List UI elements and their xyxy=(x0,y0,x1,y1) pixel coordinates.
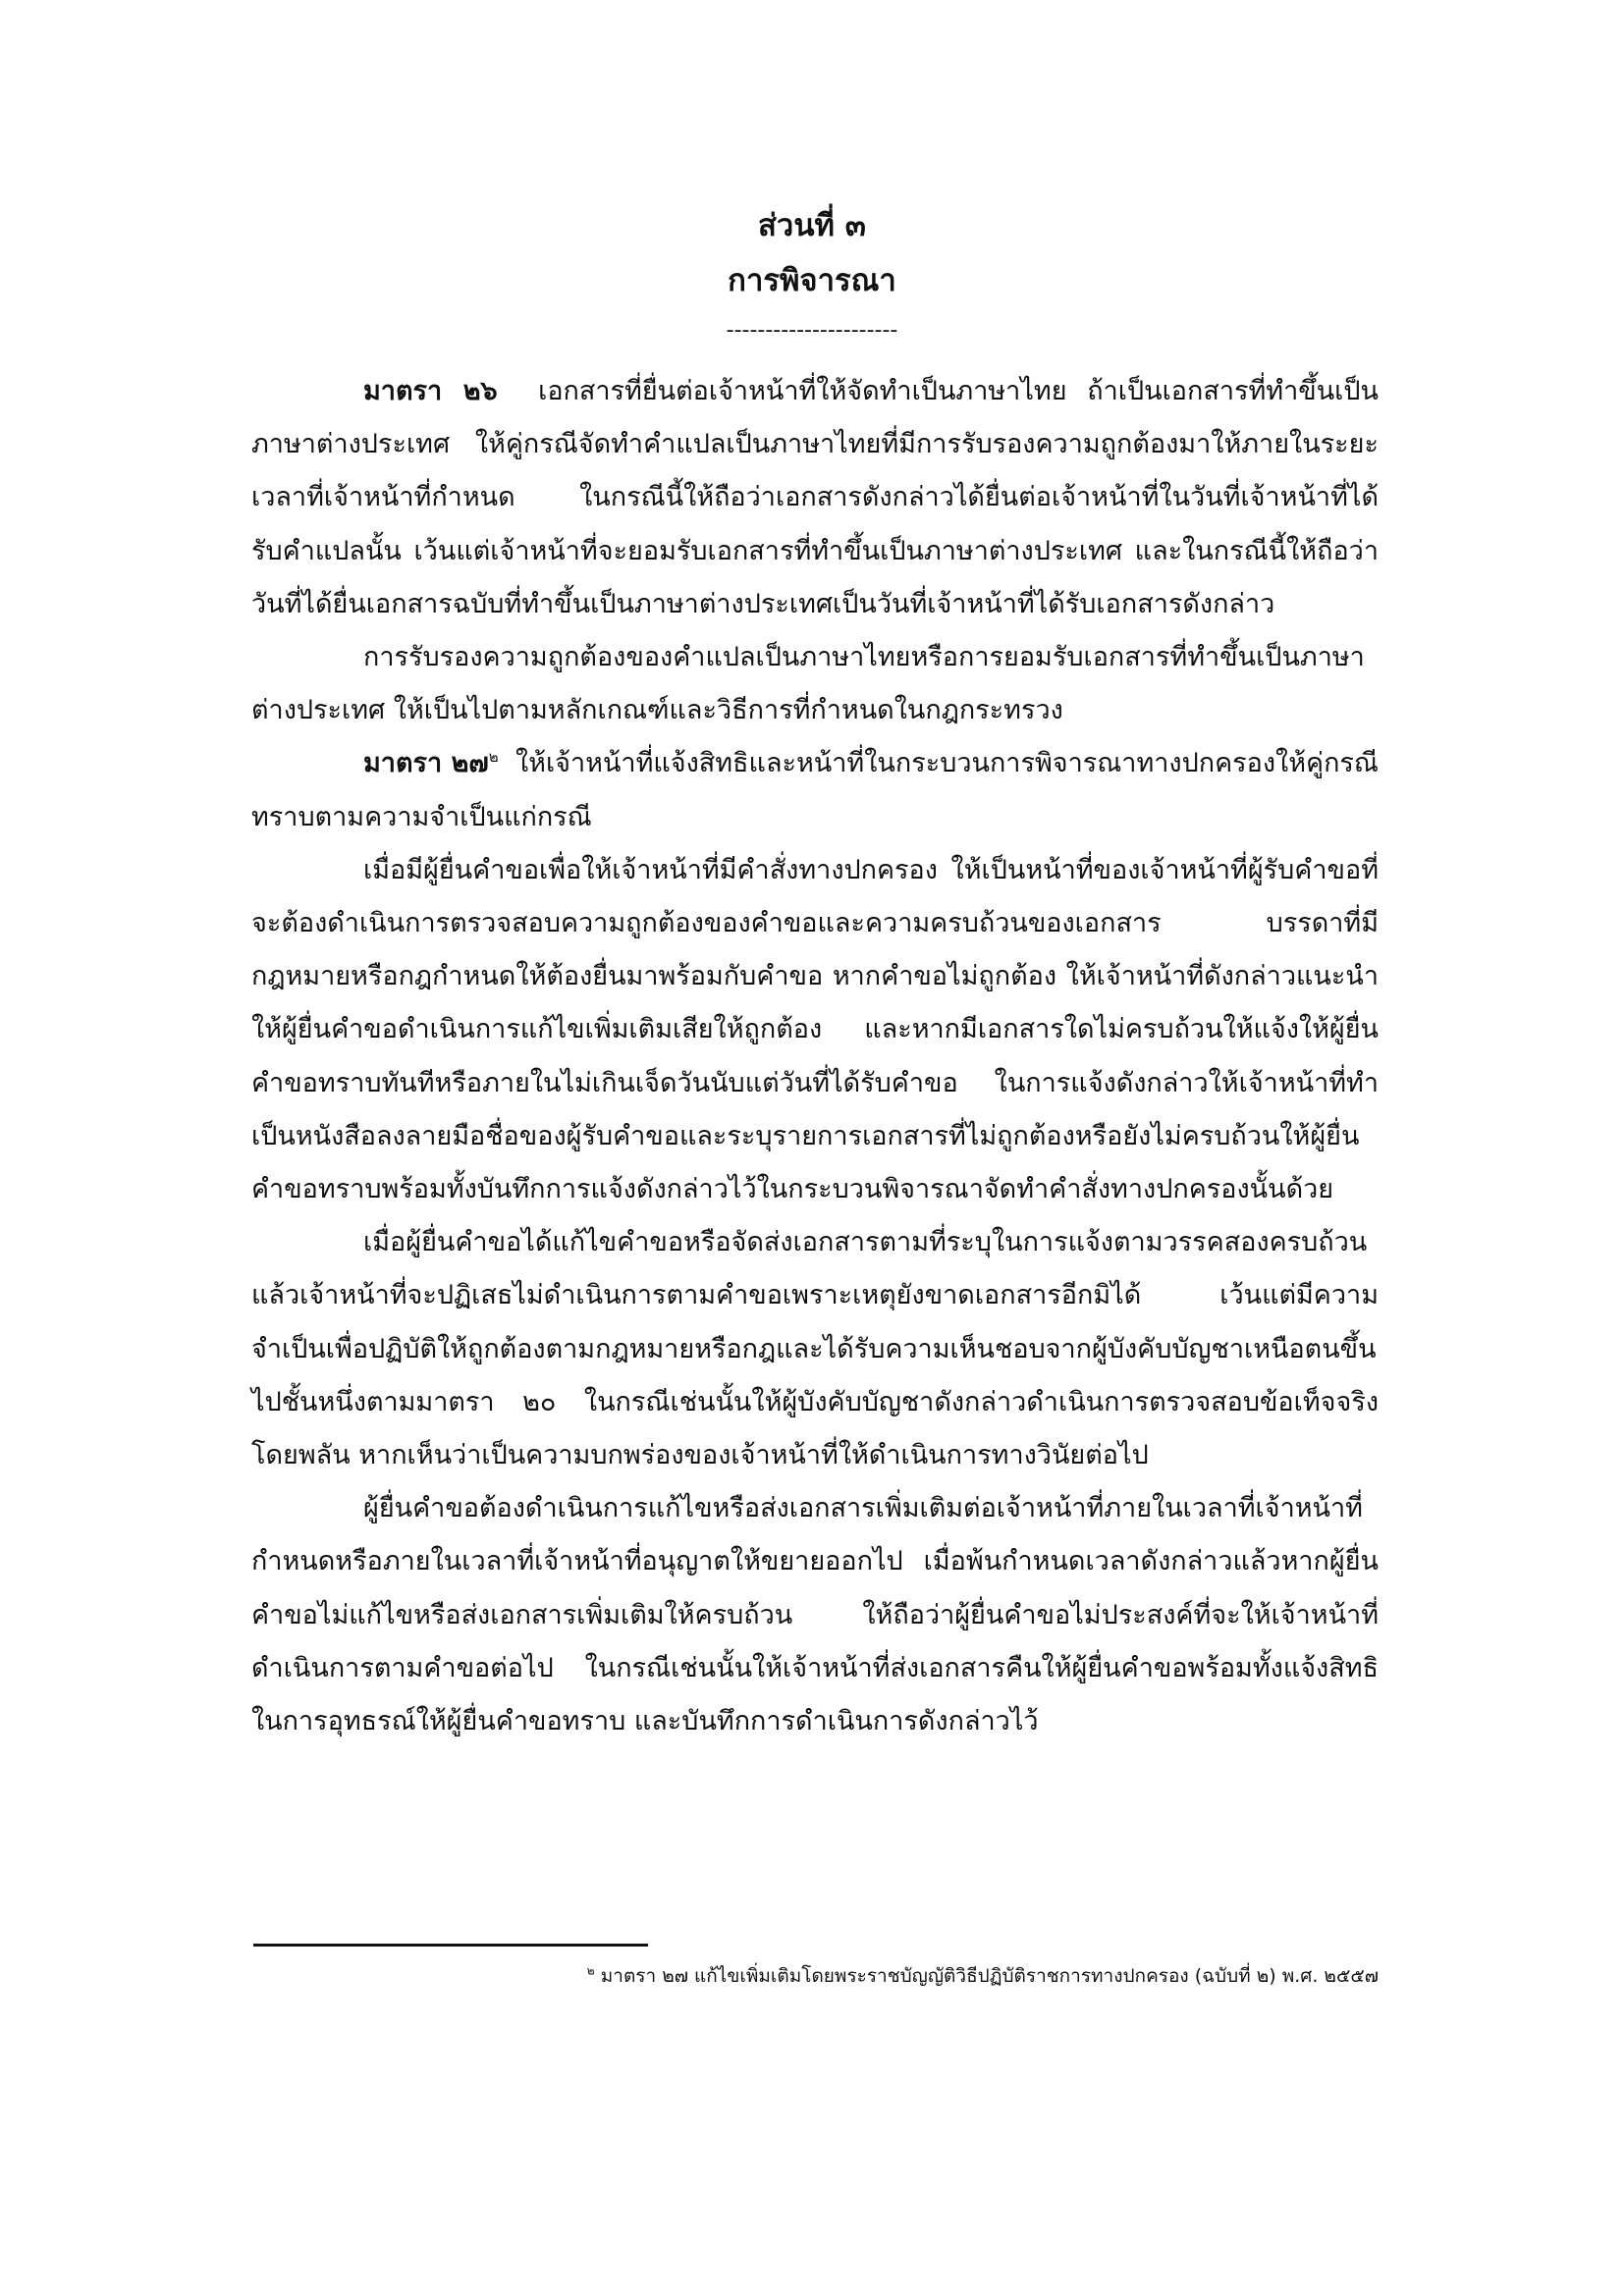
section-26-paragraph-2: การรับรองความถูกต้องของคำแปลเป็นภาษาไทยหรือการยอมรับเอกสารที่ทำขึ้นเป็นภาษาต่างประเทศ ให้เป็นไปตามหลักเกณฑ์และวิธีการที่กำหนดในกฎกระทรวง xyxy=(251,642,1365,726)
footnote xyxy=(251,1959,1379,1993)
section-26-paragraph-1 xyxy=(251,365,1379,631)
section-27-paragraph-2: เมื่อมีผู้ยื่นคำขอเพื่อให้เจ้าหน้าที่มีคำสั่งทางปกครอง ให้เป็นหน้าที่ของเจ้าหน้าที่ผู้รับคำขอที่จะต้องดำเนินการตรวจสอบความถูกต้องของคำขอและความครบถ้วนของเอกสาร บรรดาที่มีกฎหมายหรือกฎกำหนดให้ต้องยื่นมาพร้อมกับคำขอ หากคำขอไม่ถูกต้อง ให้เจ้าหน้าที่ดังกล่าวแนะนำให้ผู้ยื่นคำขอดำเนินการแก้ไขเพิ่มเติมเสียให้ถูกต้อง และหากมีเอกสารใดไม่ครบถ้วนให้แจ้งให้ผู้ยื่นคำขอทราบทันทีหรือภายในไม่เกินเจ็ดวันนับแต่วันที่ได้รับคำขอ ในการแจ้งดังกล่าวให้เจ้าหน้าที่ทำเป็นหนังสือลงลายมือชื่อของผู้รับคำขอและระบุรายการเอกสารที่ไม่ถูกต้องหรือยังไม่ครบถ้วนให้ผู้ยื่นคำขอทราบพร้อมทั้งบันทึกการแจ้งดังกล่าวไว้ในกระบวนพิจารณาจัดทำคำสั่งทางปกครองนั้นด้วย xyxy=(251,854,1379,1205)
heading-rule: ---------------------- xyxy=(726,318,898,343)
section-27-paragraph-4: ผู้ยื่นคำขอต้องดำเนินการแก้ไขหรือส่งเอกสารเพิ่มเติมต่อเจ้าหน้าที่ภายในเวลาที่เจ้าหน้าที่กำหนดหรือภายในเวลาที่เจ้าหน้าที่อนุญาตให้ขยายออกไป เมื่อพ้นกำหนดเวลาดังกล่าวแล้วหากผู้ยื่นคำขอไม่แก้ไขหรือส่งเอกสารเพิ่มเติมให้ครบถ้วน ให้ถือว่าผู้ยื่นคำขอไม่ประสงค์ที่จะให้เจ้าหน้าที่ดำเนินการตามคำขอต่อไป ในกรณีเช่นนั้นให้เจ้าหน้าที่ส่งเอกสารคืนให้ผู้ยื่นคำขอพร้อมทั้งแจ้งสิทธิในการอุทธรณ์ให้ผู้ยื่นคำขอทราบ และบันทึกการดำเนินการดังกล่าวไว้ xyxy=(251,1493,1379,1737)
part-heading: ส่วนที่ ๓ xyxy=(758,208,866,243)
document-body xyxy=(251,365,1379,1748)
section-27-paragraph-1 xyxy=(251,737,1379,843)
section-26-label: มาตรา ๒๖ xyxy=(363,376,498,406)
footnote-mark: ๒ xyxy=(586,1963,595,1978)
footnote-divider xyxy=(253,1944,648,1947)
section-27-paragraph-3: เมื่อผู้ยื่นคำขอได้แก้ไขคำขอหรือจัดส่งเอกสารตามที่ระบุในการแจ้งตามวรรคสองครบถ้วนแล้วเจ้าหน้าที่จะปฏิเสธไม่ดำเนินการตามคำขอเพราะเหตุยังขาดเอกสารอีกมิได้ เว้นแต่มีความจำเป็นเพื่อปฏิบัติให้ถูกต้องตามกฎหมายหรือกฎและได้รับความเห็นชอบจากผู้บังคับบัญชาเหนือตนขึ้นไปชั้นหนึ่งตามมาตรา ๒๐ ในกรณีเช่นนั้นให้ผู้บังคับบัญชาดังกล่าวดำเนินการตรวจสอบข้อเท็จจริงโดยพลัน หากเห็นว่าเป็นความบกพร่องของเจ้าหน้าที่ให้ดำเนินการทางวินัยต่อไป xyxy=(251,1227,1379,1471)
section-27-text-1: ให้เจ้าหน้าที่แจ้งสิทธิและหน้าที่ในกระบวนการพิจารณาทางปกครองให้คู่กรณีทราบตามความจำเป็นแก่กรณี xyxy=(251,748,1379,832)
part-title: การพิจารณา xyxy=(728,263,896,298)
section-27-label: มาตรา ๒๗ xyxy=(363,748,489,779)
section-26-text-1: เอกสารที่ยื่นต่อเจ้าหน้าที่ให้จัดทำเป็นภาษาไทย ถ้าเป็นเอกสารที่ทำขึ้นเป็นภาษาต่างประเทศ ให้คู่กรณีจัดทำคำแปลเป็นภาษาไทยที่มีการรับรองความถูกต้องมาให้ภายในระยะเวลาที่เจ้าหน้าที่กำหนด ในกรณีนี้ให้ถือว่าเอกสารดังกล่าวได้ยื่นต่อเจ้าหน้าที่ในวันที่เจ้าหน้าที่ได้รับคำแปลนั้น เว้นแต่เจ้าหน้าที่จะยอมรับเอกสารที่ทำขึ้นเป็นภาษาต่างประเทศ และในกรณีนี้ให้ถือว่าวันที่ได้ยื่นเอกสารฉบับที่ทำขึ้นเป็นภาษาต่างประเทศเป็นวันที่เจ้าหน้าที่ได้รับเอกสารดังกล่าว xyxy=(251,376,1379,619)
footnote-text: มาตรา ๒๗ แก้ไขเพิ่มเติมโดยพระราชบัญญัติวิธีปฏิบัติราชการทางปกครอง (ฉบับที่ ๒) พ.ศ. ๒๕๕๗ xyxy=(600,1965,1379,1987)
footnote-reference[interactable]: ๒ xyxy=(488,748,499,767)
